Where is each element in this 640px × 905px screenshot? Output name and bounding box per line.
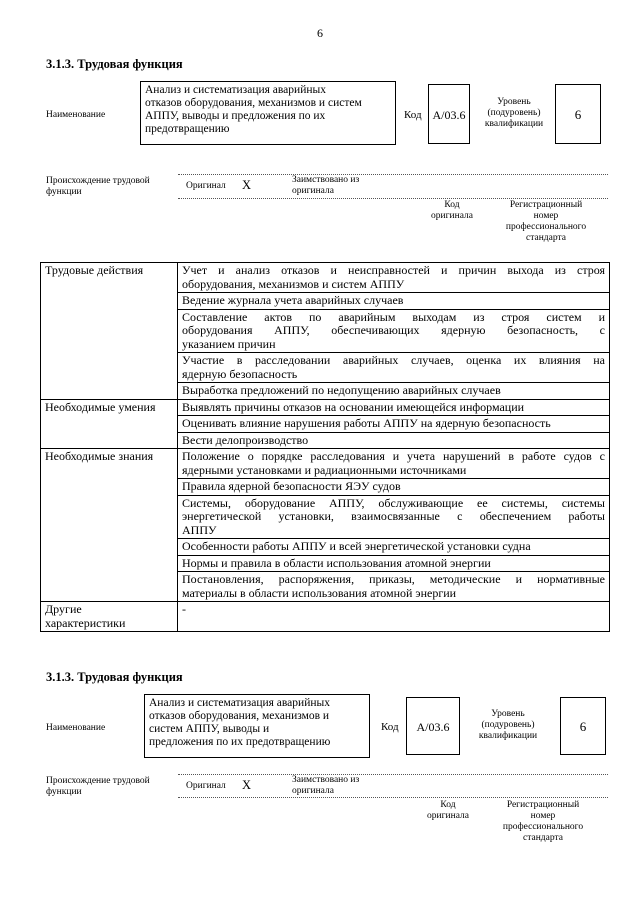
registration-number-label-line: стандарта <box>523 833 563 843</box>
function-name-line: Анализ и систематизация аварийных <box>149 697 330 709</box>
original-label: Оригинал <box>186 181 226 191</box>
borrowed-label-line: Заимствовано из <box>292 775 360 785</box>
level-value: 6 <box>574 107 582 122</box>
code-value: А/03.6 <box>432 108 466 122</box>
code-label: Код <box>381 721 399 733</box>
original-mark: X <box>242 778 252 792</box>
item-line: Положение о порядке расследования и учета нарушений в работе судов с <box>182 449 605 463</box>
code-value-box <box>428 84 470 144</box>
table-cell-item <box>178 572 610 602</box>
code-value-box <box>406 697 460 755</box>
level-label-line: (подуровень) <box>487 108 541 118</box>
registration-number-label-line: номер <box>533 211 559 221</box>
registration-number-label-line: профессионального <box>502 822 584 832</box>
row-group-header-line: Другие <box>45 602 82 616</box>
level-label-line: квалификации <box>478 731 538 741</box>
table-cell-item <box>178 309 610 353</box>
row-group-header <box>41 602 178 632</box>
borrowed-label-line: Заимствовано из <box>292 175 360 185</box>
row-group-header-line: Необходимые знания <box>45 449 154 463</box>
section-title: 3.1.3. Трудовая функция <box>46 670 183 684</box>
table-cell-item <box>178 353 610 383</box>
item-line: Оценивать влияние нарушения работы АППУ на ядерную безопасность <box>182 416 551 430</box>
item-line: Выявлять причины отказов на основании имеющейся информации <box>182 399 525 414</box>
function-name-line: систем АППУ, выводы и <box>149 723 270 735</box>
item-line: указанием причин <box>182 336 276 351</box>
row-group-header-line: Трудовые действия <box>45 263 144 277</box>
registration-number-label <box>496 200 596 244</box>
origin-label-line: Происхождение трудовой <box>46 776 150 786</box>
item-line: Учет и анализ отказов и неисправностей и причин выхода из строя <box>182 263 605 277</box>
origin-label <box>46 776 150 798</box>
level-label <box>474 97 554 130</box>
item-line: Ведение журнала учета аварийных случаев <box>182 293 404 307</box>
function-name-line: предложения по их предотвращению <box>149 736 331 748</box>
table-cell-item <box>178 539 610 556</box>
name-label: Наименование <box>46 110 106 120</box>
origin-row-top-border <box>178 774 608 775</box>
table-row <box>41 263 610 293</box>
table-cell-item <box>178 602 610 632</box>
item-line: Нормы и правила в области использования атомной энергии <box>182 555 491 570</box>
item-line: энергетической установки, взаимосвязанные с обеспечением работы <box>182 509 605 523</box>
borrowed-label-line: оригинала <box>292 186 334 196</box>
function-name-line: отказов оборудования, механизмов и систем <box>145 97 362 109</box>
registration-number-label-line: стандарта <box>526 233 566 243</box>
item-line: Участие в расследовании аварийных случаев, оценка их влияния на <box>182 353 605 367</box>
item-line: Вести делопроизводство <box>182 432 309 447</box>
table-cell-item <box>178 383 610 400</box>
origin-label <box>46 176 150 198</box>
borrowed-label-line: оригинала <box>292 786 334 796</box>
registration-number-label-line: Регистрационный <box>506 800 580 810</box>
level-value: 6 <box>579 719 587 734</box>
borrowed-label <box>292 175 359 197</box>
original-code-label-line: Код <box>444 200 460 210</box>
original-code-label-line: оригинала <box>427 811 469 821</box>
origin-label-line: функции <box>46 187 82 197</box>
row-group-header <box>41 399 178 449</box>
original-label: Оригинал <box>186 781 226 791</box>
registration-number-label <box>488 800 598 844</box>
level-value-box <box>555 84 601 144</box>
function-name-line: предотвращению <box>145 123 230 135</box>
origin-label-line: Происхождение трудовой <box>46 176 150 186</box>
item-line: - <box>182 602 186 616</box>
table-cell-item <box>178 399 610 416</box>
level-label-line: (подуровень) <box>481 720 535 730</box>
code-label: Код <box>404 109 422 121</box>
level-label <box>466 709 550 742</box>
registration-number-label-line: профессионального <box>505 222 587 232</box>
original-code-label <box>418 800 478 822</box>
item-line: Особенности работы АППУ и всей энергетической установки судна <box>182 539 531 553</box>
name-label: Наименование <box>46 723 106 733</box>
item-line: Составление актов по аварийным выходам из строя систем и <box>182 309 605 324</box>
registration-number-label-line: номер <box>530 811 556 821</box>
origin-row-top-border <box>178 174 608 175</box>
table-cell-item <box>178 495 610 539</box>
origin-label-line: функции <box>46 787 82 797</box>
row-group-header <box>41 449 178 602</box>
original-code-label-line: оригинала <box>431 211 473 221</box>
table-cell-item <box>178 449 610 479</box>
level-value-box <box>560 697 606 755</box>
function-name-box <box>140 81 396 145</box>
table-cell-item <box>178 479 610 496</box>
row-group-header-line: характеристики <box>45 615 126 630</box>
item-line: оборудования АППУ, обеспечивающих ядерную безопасность, с <box>182 323 605 337</box>
item-line: Правила ядерной безопасности ЯЭУ судов <box>182 479 401 493</box>
registration-number-label-line: Регистрационный <box>509 200 583 210</box>
origin-row-bottom-border <box>178 797 608 798</box>
level-label-line: Уровень <box>497 97 531 107</box>
function-name-line: Анализ и систематизация аварийных <box>145 84 326 96</box>
code-value: А/03.6 <box>416 720 450 734</box>
item-line: ядерными установками и радиационными источниками <box>182 462 467 477</box>
item-line: ядерную безопасность <box>182 366 298 381</box>
original-mark: X <box>242 178 252 192</box>
function-name-line: АППУ, выводы и предложения по их <box>145 110 326 122</box>
table-cell-item <box>178 432 610 449</box>
table-cell-item <box>178 416 610 433</box>
row-group-header-line: Необходимые умения <box>45 399 156 414</box>
function-name-line: отказов оборудования, механизмов и <box>149 710 330 722</box>
table-cell-item <box>178 293 610 310</box>
original-code-label <box>422 200 482 222</box>
origin-row-bottom-border <box>178 198 608 199</box>
item-line: оборудования, механизмов и систем АППУ <box>182 276 405 291</box>
item-line: материалы в области использования атомной энергии <box>182 585 457 600</box>
level-label-line: Уровень <box>491 709 525 719</box>
table-row <box>41 399 610 416</box>
item-line: АППУ <box>182 522 217 537</box>
table-row <box>41 449 610 479</box>
item-line: Системы, оборудование АППУ, обслуживающие ее системы, системы <box>182 495 605 510</box>
original-code-label-line: Код <box>440 800 456 810</box>
item-line: Выработка предложений по недопущению аварийных случаев <box>182 383 501 397</box>
table-cell-item <box>178 263 610 293</box>
table-cell-item <box>178 555 610 572</box>
borrowed-label <box>292 775 359 797</box>
function-details-table <box>40 262 610 632</box>
row-group-header <box>41 263 178 400</box>
function-name-box <box>144 694 370 758</box>
level-label-line: квалификации <box>484 119 544 129</box>
page-number: 6 <box>317 26 323 40</box>
section-title: 3.1.3. Трудовая функция <box>46 57 183 71</box>
table-row <box>41 602 610 632</box>
item-line: Постановления, распоряжения, приказы, методические и нормативные <box>182 572 605 586</box>
